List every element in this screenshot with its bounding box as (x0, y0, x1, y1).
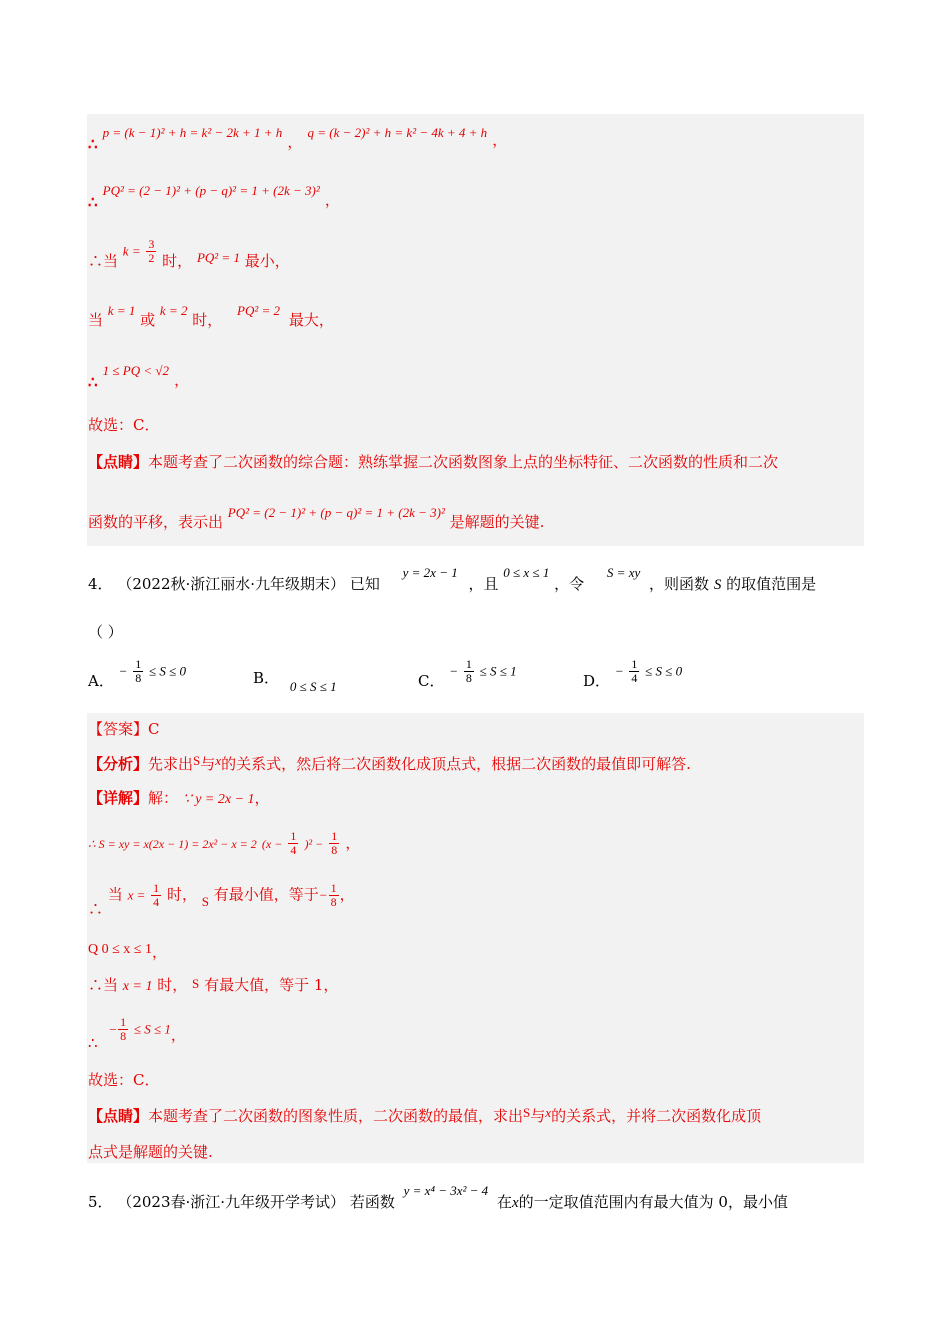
inequality: ≤ S ≤ 1 (479, 663, 517, 679)
sol4-answer: 【答案】C (88, 720, 160, 738)
equation-x: x = (127, 887, 146, 903)
equation-s: S = xy (606, 565, 641, 580)
fraction-3-2 (146, 238, 156, 265)
option-label: D． (583, 671, 611, 690)
equation-x-range: 0 ≤ x ≤ 1 (503, 565, 550, 580)
question-number: 5． (88, 1193, 113, 1211)
equation-x-range: Q 0 ≤ x ≤ 1 (88, 942, 152, 957)
option-a[interactable] (88, 657, 186, 690)
question-source: （2023春·浙江·九年级开学考试） (117, 1193, 346, 1211)
sol4-analysis (88, 754, 691, 775)
sol4-line-2 (88, 830, 360, 857)
fraction (133, 658, 143, 685)
option-c[interactable] (418, 657, 517, 690)
sol3-line-4 (88, 300, 334, 329)
solution-block-3 (87, 114, 864, 546)
equation-pq-range: 1 ≤ PQ < √2 (102, 363, 170, 378)
numerator: 1 (135, 657, 142, 671)
sol3-line-3 (88, 237, 290, 270)
text: 时， (192, 311, 223, 329)
therefore-symbol: ∴ (88, 193, 98, 211)
sol3-line-1 (88, 122, 508, 153)
variable-x: x (215, 753, 222, 768)
fraction (118, 1016, 128, 1043)
comma: ， (174, 371, 190, 389)
minus-sign: − (318, 887, 328, 903)
text: 时， (162, 251, 193, 270)
question-text: 的一定取值范围内有最大值为 0，最小值 (518, 1193, 788, 1211)
numerator: 1 (120, 1015, 127, 1029)
denominator: 8 (465, 671, 472, 685)
variable-s: S (713, 577, 722, 593)
paren-open: (x − (261, 837, 283, 851)
sol3-comment-line-2 (88, 502, 545, 531)
variable-s: S (523, 1105, 531, 1120)
variable-s: S (193, 753, 201, 768)
paren-close: )² − (304, 837, 324, 851)
sol3-comment (88, 452, 778, 472)
equation-y: y = 2x − 1 (402, 565, 458, 580)
question-text: ，且 (468, 575, 499, 593)
numerator: 1 (330, 881, 337, 895)
fraction (629, 658, 639, 685)
comment-tag: 【点睛】 (88, 1107, 149, 1125)
sol4-line-3 (88, 881, 355, 918)
equation-pq-1: PQ² = 1 (196, 249, 240, 265)
equation-y: ∵ y = 2x − 1 (182, 792, 255, 807)
sol4-line-4 (88, 938, 167, 960)
sol4-comment (88, 1106, 761, 1127)
question-text: 的取值范围是 (726, 575, 817, 593)
text: 有最小值，等于 (213, 885, 319, 904)
equation-q: q = (k − 2)² + h = k² − 4k + 4 + h (307, 125, 488, 140)
numerator: 3 (148, 237, 155, 251)
variable-x: x (511, 1195, 519, 1211)
text: 有最大值，等于 1， (204, 976, 339, 994)
therefore-symbol: ∴ (88, 899, 104, 918)
numerator: 1 (331, 829, 338, 843)
therefore-symbol: ∴ (88, 373, 98, 391)
variable-x: x (545, 1105, 552, 1120)
comment-text: 的关系式，并将二次函数化成顶 (551, 1107, 762, 1125)
comment-text: 函数的平移，表示出 (88, 513, 224, 531)
question-text: 已知 (349, 575, 380, 593)
question-5 (88, 1180, 788, 1211)
comma: ， (345, 834, 361, 852)
comment-text: 与 (530, 1107, 546, 1125)
inequality: ≤ S ≤ 1 (133, 1021, 171, 1037)
equation-p: p = (k − 1)² + h = k² − 2k + 1 + h (102, 125, 283, 140)
denominator: 4 (290, 843, 297, 857)
denominator: 8 (135, 671, 142, 685)
fraction (464, 658, 474, 685)
numerator: 1 (631, 657, 638, 671)
fraction (329, 882, 339, 909)
equation-k-1: k = 1 (107, 303, 136, 318)
therefore-symbol: ∴ (88, 135, 98, 153)
equation-pq-squared: PQ² = (2 − 1)² + (p − q)² = 1 + (2k − 3)² (227, 505, 445, 520)
text: 最小， (244, 251, 290, 270)
answer-paren: （ ） (88, 623, 123, 641)
text: ∴当 (88, 976, 119, 994)
question-source: （2022秋·浙江丽水·九年级期末） (117, 575, 346, 593)
option-label: A． (88, 671, 114, 690)
detail-tag: 【详解】 (88, 789, 149, 807)
denominator: 4 (631, 671, 638, 685)
variable-s: S (201, 893, 209, 909)
therefore-symbol: ∴ (88, 1033, 98, 1052)
question-text: 若函数 (349, 1193, 395, 1211)
denominator: 8 (120, 1029, 127, 1043)
fraction (329, 830, 339, 857)
solution-block-4 (87, 713, 864, 1163)
question-text: ，令 (554, 575, 585, 593)
question-text: 在 (496, 1193, 512, 1211)
minus-sign: − (108, 1021, 118, 1037)
variable-s: S (192, 976, 200, 991)
analysis-text: 与 (200, 755, 216, 773)
comma: ， (254, 789, 270, 807)
option-d[interactable] (583, 657, 683, 690)
equation-x-1: x = 1 (122, 979, 153, 994)
minus-sign: − (614, 663, 624, 679)
equation-pq-2: PQ² = 2 (237, 303, 281, 318)
comment-text: 本题考查了二次函数的图象性质，二次函数的最值，求出 (148, 1107, 524, 1125)
numerator: 1 (290, 829, 297, 843)
question-number: 4． (88, 575, 113, 593)
text: 当 (107, 885, 123, 904)
analysis-text: 的关系式，然后将二次函数化成顶点式，根据二次函数的最值即可解答. (221, 755, 691, 773)
comma: ， (287, 133, 303, 151)
sol4-line-6 (88, 1015, 186, 1052)
text: 当 (88, 311, 104, 329)
question-4 (88, 562, 817, 593)
sol3-line-2 (88, 180, 340, 211)
option-label: B． (253, 669, 280, 687)
sol3-choice: 故选：C． (88, 416, 160, 434)
denominator: 8 (330, 895, 337, 909)
option-b[interactable] (253, 668, 337, 694)
inequality: ≤ S ≤ 0 (645, 663, 683, 679)
inequality: ≤ S ≤ 0 (148, 663, 186, 679)
minus-sign: − (118, 663, 128, 679)
option-label: C． (418, 671, 445, 690)
text: 时， (166, 885, 197, 904)
fraction (288, 830, 298, 857)
numerator: 1 (153, 881, 160, 895)
sol4-detail (88, 788, 270, 810)
fraction (151, 882, 161, 909)
comment-text: 本题考查了二次函数的综合题：熟练掌握二次函数图象上点的坐标特征、二次函数的性质和二次 (148, 453, 779, 471)
sol4-choice: 故选：C． (88, 1071, 160, 1089)
equation-k: k = (122, 243, 141, 259)
comma: ， (339, 885, 355, 904)
equation-y-quartic: y = x⁴ − 3x² − 4 (403, 1183, 489, 1198)
text: ∴当 (88, 251, 119, 270)
question-text: ，则函数 (649, 575, 710, 593)
comment-text: 是解题的关键. (449, 513, 545, 531)
detail-text: 解： (148, 789, 179, 807)
denominator: 2 (148, 251, 155, 265)
sol4-comment-line-2: 点式是解题的关键. (88, 1143, 213, 1161)
comma: ， (151, 943, 167, 961)
denominator: 4 (153, 895, 160, 909)
numerator: 1 (465, 657, 472, 671)
comma: ， (492, 131, 508, 149)
text: 或 (140, 311, 156, 329)
analysis-tag: 【分析】 (88, 755, 149, 773)
equation-pq-squared: PQ² = (2 − 1)² + (p − q)² = 1 + (2k − 3)² (102, 183, 320, 198)
inequality: 0 ≤ S ≤ 1 (289, 679, 337, 694)
comment-tag: 【点睛】 (88, 453, 149, 471)
comma: ， (324, 191, 340, 209)
sol4-line-5 (88, 975, 338, 997)
equation-s-expand: ∴ S = xy = x(2x − 1) = 2x² − x = 2 (88, 837, 257, 851)
text: 最大， (288, 311, 334, 329)
comma: ， (170, 1025, 186, 1044)
sol3-line-5 (88, 360, 190, 391)
equation-k-2: k = 2 (159, 303, 188, 318)
text: 时， (157, 976, 188, 994)
denominator: 8 (331, 843, 338, 857)
minus-sign: − (449, 663, 459, 679)
analysis-text: 先求出 (148, 755, 194, 773)
